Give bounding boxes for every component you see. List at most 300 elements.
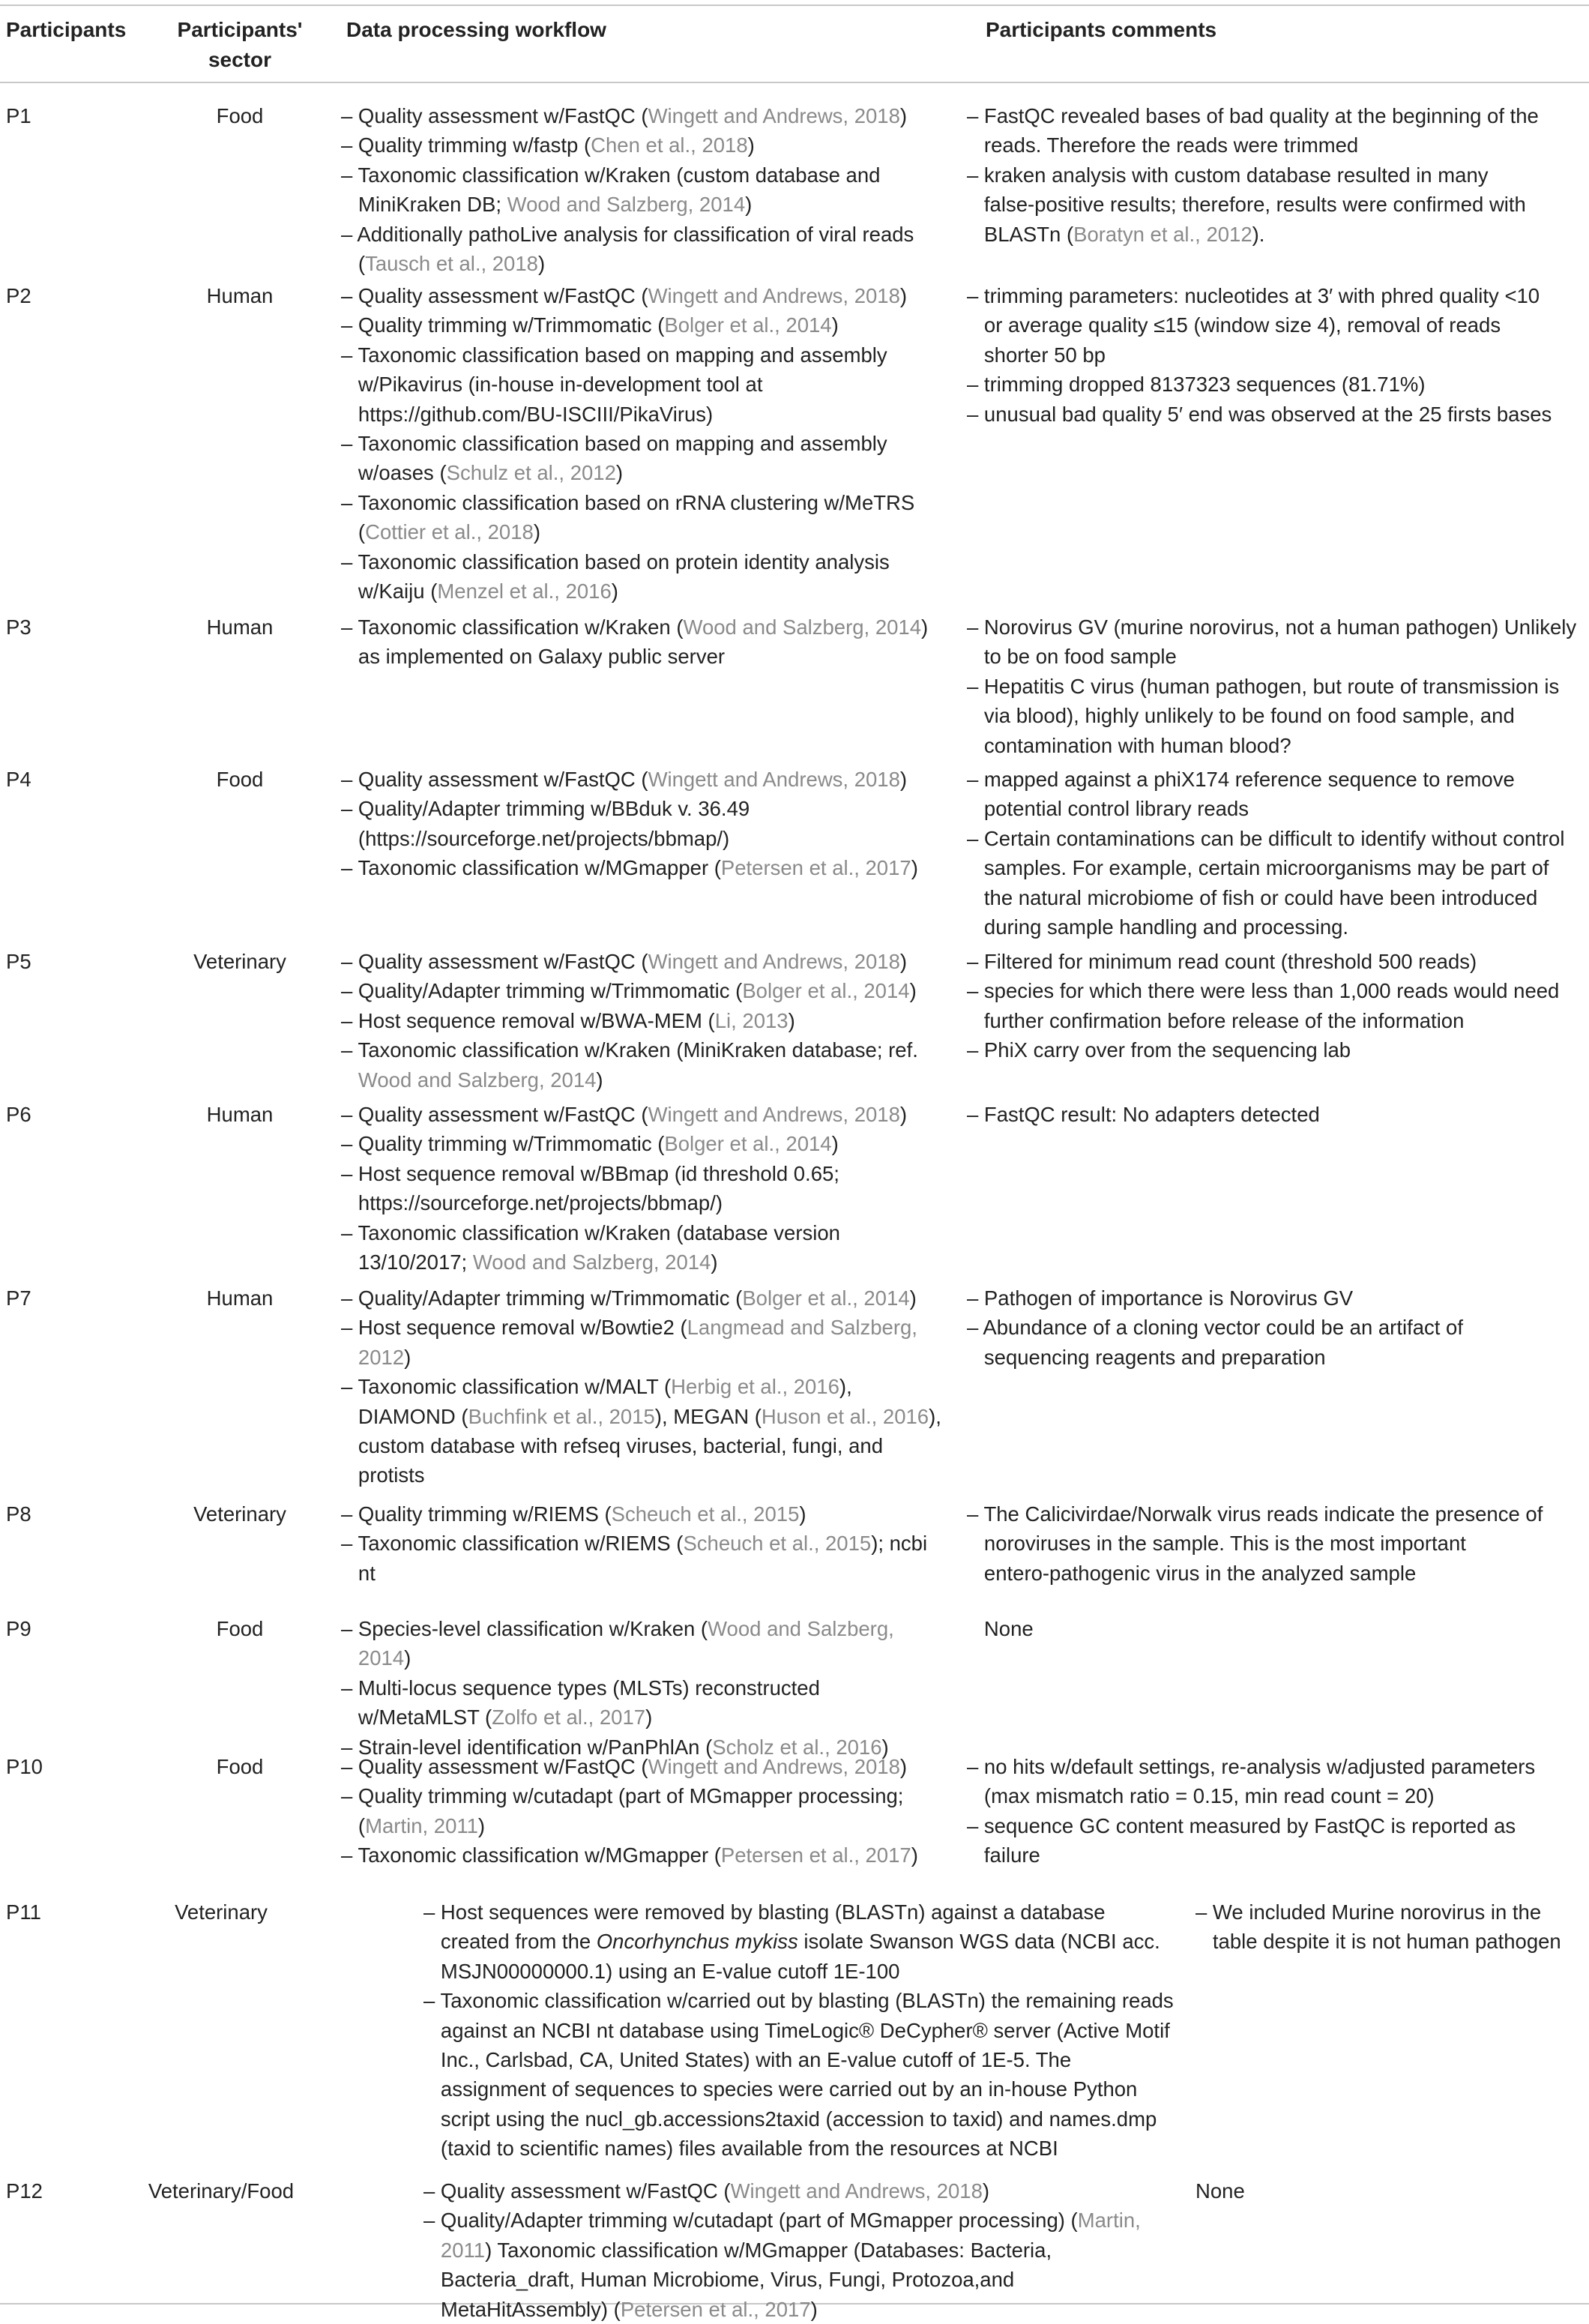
workflow-cell: [341, 1499, 927, 1588]
text-segment: – Strain-level identification w/PanPhlAn (: [341, 1735, 713, 1759]
text-segment: – Quality assessment w/FastQC (: [341, 104, 648, 127]
comment-line: [1195, 1927, 1561, 1956]
text-segment: (max mismatch ratio = 0.15, min read count = 20): [967, 1784, 1435, 1808]
citation-link[interactable]: Wingett and Andrews, 2018: [648, 1755, 900, 1778]
workflow-line: [341, 1559, 927, 1588]
workflow-cell: [341, 765, 918, 883]
text-segment: ).: [1252, 222, 1265, 246]
participant-id: P11: [6, 1900, 41, 1924]
citation-link[interactable]: Bolger et al., 2014: [742, 979, 910, 1003]
text-segment: ): [831, 1132, 839, 1156]
workflow-line: [341, 488, 914, 517]
citation-link[interactable]: Li, 2013: [714, 1008, 789, 1032]
citation-link[interactable]: Tausch et al., 2018: [365, 251, 538, 275]
top-rule: [0, 4, 1589, 6]
text-segment: w/Kaiju (: [341, 579, 438, 603]
text-segment: None: [967, 1617, 1034, 1640]
text-segment: Bacteria_draft, Human Microbiome, Virus, Fungi, Protozoa,and: [423, 2268, 1015, 2292]
participant-id: P12: [6, 2179, 43, 2203]
workflow-line: [341, 547, 914, 577]
citation-link[interactable]: Bolger et al., 2014: [664, 1132, 832, 1156]
workflow-line: [423, 2295, 1141, 2324]
workflow-line: [341, 1402, 941, 1431]
workflow-line: [341, 1100, 907, 1129]
workflow-line: [341, 1460, 941, 1490]
workflow-line: [423, 2206, 1141, 2235]
text-segment: – Taxonomic classification w/Kraken (custom database and: [341, 163, 881, 187]
workflow-line: [341, 160, 914, 190]
text-segment: against an NCBI nt database using TimeLogic® DeCypher® server (Active Motif: [423, 2018, 1170, 2042]
text-segment: ),: [929, 1404, 941, 1428]
text-segment: ): [899, 950, 908, 973]
workflow-line: [341, 853, 918, 882]
text-segment: ): [899, 768, 908, 791]
comments-cell: [967, 765, 1564, 942]
comment-line: [967, 672, 1576, 701]
comment-line: [967, 701, 1576, 730]
text-segment: contamination with human blood?: [967, 733, 1291, 757]
header-rule: [0, 82, 1589, 83]
text-segment: – sequence GC content measured by FastQC is reported as: [967, 1813, 1516, 1837]
citation-link[interactable]: Bolger et al., 2014: [664, 313, 832, 337]
comment-line: [967, 1499, 1543, 1529]
comments-cell: [967, 1283, 1463, 1372]
comment-line: [967, 612, 1576, 642]
workflow-line: [341, 1159, 907, 1188]
comments-cell: [1195, 2176, 1245, 2206]
text-segment: potential control library reads: [967, 797, 1249, 821]
text-segment: ): [745, 193, 753, 217]
text-segment: nt: [341, 1561, 376, 1585]
text-segment: w/MetaMLST (: [341, 1706, 492, 1730]
workflow-cell: [341, 101, 914, 278]
text-segment: entero-pathogenic virus in the analyzed sample: [967, 1561, 1417, 1585]
text-segment: MiniKraken DB;: [341, 193, 507, 217]
workflow-line: [341, 1372, 941, 1401]
comment-line: [967, 310, 1552, 340]
comment-line: [967, 281, 1552, 310]
workflow-line: [341, 1188, 907, 1217]
workflow-line: [423, 2045, 1174, 2074]
text-segment: – Host sequence removal w/BWA-MEM (: [341, 1008, 715, 1032]
participant-sector: Veterinary: [193, 950, 286, 973]
text-segment: ) Taxonomic classification w/MGmapper (Databases: Bacteria,: [485, 2238, 1052, 2262]
text-segment: – Species-level classification w/Kraken (: [341, 1617, 708, 1640]
text-segment: via blood), highly unlikely to be found on food sample, and: [967, 704, 1515, 728]
workflow-line: [341, 642, 928, 671]
workflow-line: [341, 1614, 894, 1643]
workflow-line: [341, 824, 918, 853]
text-segment: – Taxonomic classification based on protein identity analysis: [341, 550, 890, 574]
participant-id: P9: [6, 1617, 31, 1640]
text-segment: – Host sequence removal w/Bowtie2 (: [341, 1316, 687, 1340]
text-segment: – Taxonomic classification w/MGmapper (: [341, 856, 721, 880]
workflow-line: [341, 429, 914, 458]
text-segment: – FastQC result: No adapters detected: [967, 1103, 1320, 1126]
citation-link[interactable]: Chen et al., 2018: [591, 133, 748, 157]
workflow-line: [341, 458, 914, 487]
participant-id: P3: [6, 615, 31, 639]
citation-link[interactable]: 2014: [358, 1646, 405, 1670]
comment-line: [967, 1781, 1535, 1810]
text-segment: – Quality trimming w/Trimmomatic (: [341, 1132, 665, 1156]
citation-link[interactable]: Wood and Salzberg, 2014: [507, 193, 746, 217]
workflow-line: [341, 400, 914, 429]
comment-line: [967, 1559, 1543, 1588]
comment-line: [967, 1313, 1463, 1342]
text-segment: – We included Murine norovirus in the: [1195, 1900, 1542, 1924]
text-segment: isolate Swanson WGS data (NCBI acc.: [797, 1930, 1160, 1954]
workflow-line: [423, 1957, 1174, 1986]
comment-line: [967, 190, 1539, 219]
text-segment: DIAMOND (: [341, 1404, 468, 1428]
text-segment: – Filtered for minimum read count (threshold 500 reads): [967, 950, 1477, 973]
citation-link[interactable]: 2011: [440, 2238, 486, 2262]
text-segment: MetaHitAssembly) (: [423, 2297, 621, 2321]
text-segment: – Taxonomic classification based on mapping and assembly: [341, 343, 887, 367]
text-segment: – kraken analysis with custom database resulted in many: [967, 163, 1489, 187]
text-segment: custom database with refseq viruses, bacterial, fungi, and: [341, 1433, 884, 1457]
comment-line: [967, 101, 1539, 130]
citation-link[interactable]: Wingett and Andrews, 2018: [730, 2179, 983, 2203]
workflow-line: [341, 1431, 941, 1460]
participant-sector: Food: [216, 768, 264, 791]
comment-line: [967, 1100, 1320, 1129]
text-segment: w/oases (: [341, 461, 447, 485]
text-segment: as implemented on Galaxy public server: [341, 645, 726, 669]
comment-line: [967, 1614, 1034, 1643]
text-segment: noroviruses in the sample. This is the most important: [967, 1532, 1466, 1556]
text-segment: ): [909, 1286, 917, 1310]
comment-line: [1195, 2176, 1245, 2206]
citation-link[interactable]: Zolfo et al., 2017: [492, 1706, 646, 1730]
comments-cell: [967, 101, 1539, 249]
comment-line: [967, 1035, 1559, 1065]
citation-link[interactable]: Langmead and Salzberg,: [687, 1316, 917, 1340]
workflow-line: [423, 2074, 1174, 2104]
text-segment: ): [799, 1502, 806, 1526]
participant-sector: Human: [206, 615, 274, 639]
participant-id: P4: [6, 768, 31, 791]
text-segment: – Quality/Adapter trimming w/cutadapt (part of MGmapper processing) (: [423, 2209, 1078, 2233]
text-segment: protists: [341, 1463, 425, 1487]
text-segment: ): [711, 1250, 718, 1274]
header-sector-line2: sector: [208, 48, 272, 71]
participant-sector: Human: [206, 1103, 274, 1126]
text-segment: – unusual bad quality 5′ end was observed at the 25 firsts bases: [967, 402, 1552, 426]
comment-line: [967, 642, 1576, 671]
workflow-line: [341, 310, 914, 340]
text-segment: None: [1195, 2179, 1245, 2203]
text-segment: or average quality ≤15 (window size 4), removal of reads: [967, 313, 1501, 337]
citation-link[interactable]: Scheuch et al., 2015: [611, 1502, 800, 1526]
workflow-line: [341, 1065, 918, 1095]
text-segment: failure: [967, 1843, 1040, 1867]
text-segment: ): [788, 1008, 795, 1032]
comment-line: [967, 883, 1564, 912]
text-segment: ): [899, 284, 908, 307]
workflow-line: [341, 1840, 918, 1870]
workflow-line: [423, 2104, 1174, 2134]
comment-line: [967, 976, 1559, 1005]
comment-line: [967, 340, 1552, 370]
text-segment: – Quality assessment w/FastQC (: [341, 768, 648, 791]
text-segment: ): [404, 1646, 411, 1670]
participant-id: P10: [6, 1755, 43, 1778]
comment-line: [1195, 1897, 1561, 1927]
workflow-line: [341, 577, 914, 606]
text-segment: (taxid to scientific names) files available from the resources at NCBI: [423, 2137, 1058, 2161]
citation-link[interactable]: Wood and Salzberg,: [708, 1617, 894, 1640]
text-segment: – species for which there were less than 1,000 reads would need: [967, 979, 1560, 1003]
text-segment: – PhiX carry over from the sequencing lab: [967, 1038, 1351, 1062]
text-segment: assignment of sequences to species were carried out by an in-house Python: [423, 2077, 1138, 2101]
text-segment: table despite it is not human pathogen: [1195, 1930, 1561, 1954]
header-workflow: Data processing workflow: [346, 18, 606, 41]
workflow-line: [341, 1781, 918, 1810]
comment-line: [967, 912, 1564, 942]
text-segment: – trimming parameters: nucleotides at 3′ with phred quality <10: [967, 284, 1540, 307]
text-segment: ), MEGAN (: [654, 1404, 762, 1428]
comment-line: [967, 731, 1576, 760]
workflow-cell: [341, 1752, 918, 1870]
citation-link[interactable]: Scheuch et al., 2015: [683, 1532, 872, 1556]
text-segment: [423, 2239, 441, 2262]
citation-link[interactable]: Wingett and Andrews, 2018: [648, 284, 900, 307]
citation-link[interactable]: Wingett and Andrews, 2018: [648, 768, 900, 791]
citation-link[interactable]: Martin,: [1077, 2209, 1141, 2233]
text-segment: ): [615, 461, 624, 485]
text-segment: ): [645, 1706, 653, 1730]
text-segment: (: [341, 1813, 366, 1837]
workflow-line: [423, 2016, 1174, 2045]
text-segment: – Quality/Adapter trimming w/Trimmomatic (: [341, 1286, 743, 1310]
comments-cell: [1195, 1897, 1561, 1957]
citation-link[interactable]: Wingett and Andrews, 2018: [648, 1103, 900, 1126]
comments-cell: [967, 1100, 1320, 1129]
text-segment: (https://sourceforge.net/projects/bbmap/): [341, 826, 730, 850]
text-segment: – Pathogen of importance is Norovirus GV: [967, 1286, 1354, 1310]
text-segment: created from the: [423, 1930, 597, 1954]
citation-link[interactable]: Martin, 2011: [365, 1813, 478, 1837]
header-sector: [154, 15, 326, 75]
text-segment: – Taxonomic classification w/Kraken (database version: [341, 1220, 840, 1244]
text-segment: ): [611, 579, 618, 603]
text-segment: – Quality assessment w/FastQC (: [341, 284, 648, 307]
participant-sector: Veterinary: [193, 1502, 286, 1526]
text-segment: [341, 1068, 358, 1092]
workflow-line: [341, 340, 914, 370]
workflow-line: [341, 976, 918, 1005]
comment-line: [967, 765, 1564, 794]
workflow-line: [423, 2236, 1141, 2265]
comments-cell: [967, 612, 1576, 760]
citation-link[interactable]: Boratyn et al., 2012: [1073, 222, 1252, 246]
citation-link[interactable]: Bolger et al., 2014: [742, 1286, 910, 1310]
comments-cell: [967, 281, 1552, 429]
workflow-line: [341, 190, 914, 219]
citation-link[interactable]: Wood and Salzberg, 2014: [472, 1250, 711, 1274]
citation-link[interactable]: Wood and Salzberg, 2014: [358, 1068, 597, 1092]
comment-line: [967, 947, 1559, 976]
text-segment: MSJN00000000.1) using an E-value cutoff 1E-100: [423, 1959, 900, 1983]
participant-id: P7: [6, 1286, 31, 1310]
citation-link[interactable]: Petersen et al., 2017: [720, 1843, 911, 1867]
comment-line: [967, 370, 1552, 399]
text-segment: – Taxonomic classification w/MALT (: [341, 1375, 672, 1399]
workflow-line: [423, 1986, 1174, 2015]
workflow-cell: [341, 1614, 894, 1762]
workflow-line: [423, 1927, 1174, 1956]
comment-line: [967, 1283, 1463, 1313]
workflow-line: [423, 2134, 1174, 2163]
comment-line: [967, 160, 1539, 190]
workflow-cell: [341, 612, 928, 672]
text-segment: – Certain contaminations can be difficult to identify without control: [967, 826, 1565, 850]
text-segment: – Additionally pathoLive analysis for classification of viral reads: [341, 222, 914, 246]
text-segment: – Multi-locus sequence types (MLSTs) reconstructed: [341, 1676, 820, 1700]
participant-id: P2: [6, 284, 31, 307]
text-segment: – Quality assessment w/FastQC (: [341, 1755, 648, 1778]
text-segment: – Taxonomic classification based on mapping and assembly: [341, 431, 887, 455]
workflow-line: [341, 1529, 927, 1558]
workflow-line: [341, 1129, 907, 1158]
comments-cell: [967, 1614, 1034, 1643]
workflow-line: [341, 101, 914, 130]
workflow-cell: [423, 2176, 1141, 2324]
text-segment: – Taxonomic classification based on rRNA clustering w/MeTRS: [341, 490, 915, 514]
citation-link[interactable]: Scholz et al., 2016: [712, 1735, 882, 1759]
workflow-cell: [341, 281, 914, 606]
header-comments: Participants comments: [986, 18, 1217, 41]
citation-link[interactable]: Wingett and Andrews, 2018: [648, 950, 900, 973]
text-segment: ): [982, 2179, 990, 2203]
text-segment: ): [404, 1345, 411, 1369]
text-segment: BLASTn (: [967, 222, 1074, 246]
participant-id: P1: [6, 104, 31, 127]
participant-sector: Human: [206, 1286, 274, 1310]
citation-link[interactable]: Petersen et al., 2017: [620, 2297, 811, 2321]
text-segment: – Norovirus GV (murine norovirus, not a human pathogen) Unlikely: [967, 615, 1577, 639]
text-segment: during sample handling and processing.: [967, 915, 1349, 939]
text-segment: ): [911, 1843, 918, 1867]
workflow-line: [341, 1752, 918, 1781]
text-segment: to be on food sample: [967, 645, 1177, 669]
citation-link[interactable]: Buchfink et al., 2015: [468, 1404, 655, 1428]
workflow-line: [341, 1035, 918, 1065]
text-segment: ): [831, 313, 839, 337]
text-segment: reads. Therefore the reads were trimmed: [967, 133, 1359, 157]
text-segment: – Taxonomic classification w/Kraken (MiniKraken database; ref.: [341, 1038, 918, 1062]
citation-link[interactable]: Huson et al., 2016: [761, 1404, 929, 1428]
workflow-line: [341, 1313, 941, 1342]
workflow-line: [341, 947, 918, 976]
text-segment: – Taxonomic classification w/RIEMS (: [341, 1532, 684, 1556]
citation-link[interactable]: Herbig et al., 2016: [671, 1375, 839, 1399]
workflow-line: [341, 517, 914, 547]
text-segment: – FastQC revealed bases of bad quality at the beginning of the: [967, 104, 1539, 127]
text-segment: – Quality/Adapter trimming w/Trimmomatic (: [341, 979, 743, 1003]
text-segment: ): [747, 133, 755, 157]
text-segment: (: [341, 520, 366, 544]
text-segment: ); ncbi: [871, 1532, 928, 1556]
citation-link[interactable]: Cottier et al., 2018: [365, 520, 534, 544]
comment-line: [967, 1840, 1535, 1870]
text-segment: ): [899, 104, 908, 127]
text-segment: – Taxonomic classification w/Kraken (: [341, 615, 684, 639]
text-segment: samples. For example, certain microorganisms may be part of: [967, 856, 1549, 880]
participant-sector: Human: [206, 284, 274, 307]
workflow-line: [341, 1247, 907, 1277]
participant-id: P8: [6, 1502, 31, 1526]
text-segment: – Quality assessment w/FastQC (: [341, 1103, 648, 1126]
comment-line: [967, 794, 1564, 823]
text-segment: – mapped against a phiX174 reference sequence to remove: [967, 768, 1515, 791]
citation-link[interactable]: Wood and Salzberg, 2014: [683, 615, 921, 639]
text-segment: the natural microbiome of fish or could have been introduced: [967, 885, 1538, 909]
text-segment: ): [921, 615, 929, 639]
text-segment: script using the nucl_gb.accessions2taxid (accession to taxid) and names.dmp: [423, 2107, 1157, 2131]
participant-sector: Food: [216, 1617, 264, 1640]
text-segment: – Quality trimming w/Trimmomatic (: [341, 313, 665, 337]
citation-link[interactable]: Menzel et al., 2016: [437, 579, 612, 603]
workflow-line: [423, 2265, 1141, 2294]
workflow-line: [341, 249, 914, 278]
participant-id: P5: [6, 950, 31, 973]
workflow-line: [341, 1673, 894, 1703]
text-segment: – Host sequence removal w/BBmap (id threshold 0.65;: [341, 1161, 839, 1185]
header-sector-line1: Participants': [177, 18, 303, 41]
participant-sector: Veterinary: [175, 1900, 268, 1924]
participant-sector: Veterinary/Food: [148, 2179, 295, 2203]
species-name: Oncorhynchus mykiss: [596, 1930, 798, 1954]
text-segment: – no hits w/default settings, re-analysis w/adjusted parameters: [967, 1755, 1536, 1778]
comment-line: [967, 1529, 1543, 1558]
workflow-line: [341, 370, 914, 399]
participant-sector: Food: [216, 104, 264, 127]
text-segment: – The Calicivirdae/Norwalk virus reads indicate the presence of: [967, 1502, 1543, 1526]
text-segment: (: [341, 251, 366, 275]
text-segment: Inc., Carlsbad, CA, United States) with an E-value cutoff of 1E-5. The: [423, 2047, 1072, 2071]
comment-line: [967, 130, 1539, 160]
workflow-line: [341, 765, 918, 794]
workflow-line: [341, 1643, 894, 1673]
text-segment: – trimming dropped 8137323 sequences (81.71%): [967, 373, 1426, 397]
citation-link[interactable]: Schulz et al., 2012: [446, 461, 616, 485]
workflow-line: [341, 1499, 927, 1529]
comment-line: [967, 1343, 1463, 1372]
text-segment: 13/10/2017;: [341, 1250, 473, 1274]
comment-line: [967, 1752, 1535, 1781]
text-segment: sequencing reagents and preparation: [967, 1345, 1326, 1369]
citation-link[interactable]: 2012: [358, 1345, 405, 1369]
text-segment: ): [899, 1755, 908, 1778]
workflow-line: [341, 220, 914, 249]
text-segment: further confirmation before release of the information: [967, 1008, 1465, 1032]
header-participants: Participants: [6, 18, 127, 41]
text-segment: – Quality/Adapter trimming w/BBduk v. 36.49: [341, 797, 750, 821]
text-segment: https://github.com/BU-ISCIII/PikaVirus): [341, 402, 714, 426]
text-segment: shorter 50 bp: [967, 343, 1106, 367]
text-segment: – Abundance of a cloning vector could be an artifact of: [967, 1316, 1463, 1340]
text-segment: w/Pikavirus (in-house in-development tool at: [341, 373, 763, 397]
workflow-cell: [341, 947, 918, 1095]
citation-link[interactable]: Wingett and Andrews, 2018: [648, 104, 900, 127]
workflow-line: [341, 1343, 941, 1372]
text-segment: ): [477, 1813, 486, 1837]
citation-link[interactable]: Petersen et al., 2017: [720, 856, 911, 880]
participant-sector: Food: [216, 1755, 264, 1778]
